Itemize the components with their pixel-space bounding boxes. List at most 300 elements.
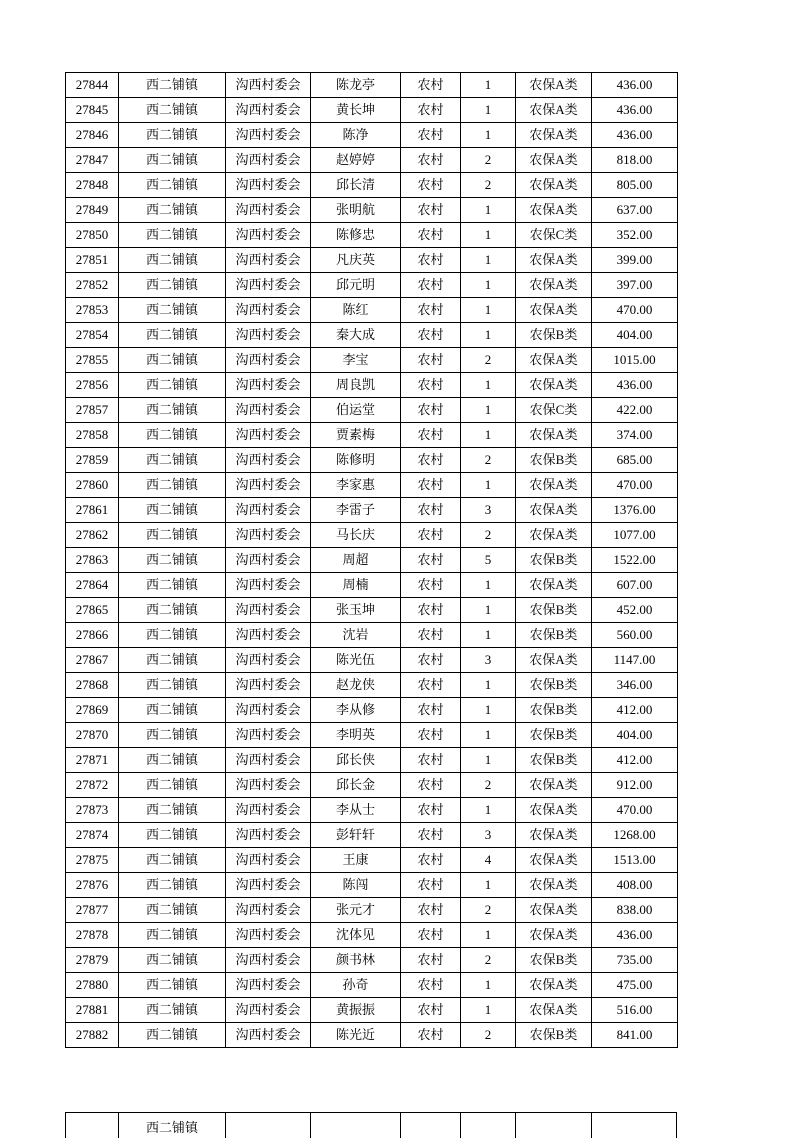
person-count-cell: 1 [461,298,516,323]
insurance-category-cell: 农保A类 [516,298,592,323]
amount-cell: 1376.00 [592,498,678,523]
area-type-cell: 农村 [401,348,461,373]
insurance-category-cell: 农保A类 [516,848,592,873]
insurance-category-cell: 农保B类 [516,673,592,698]
village-committee-cell: 沟西村委会 [226,173,311,198]
record-id-cell: 27854 [66,323,119,348]
village-committee-cell: 沟西村委会 [226,823,311,848]
area-type-cell: 农村 [401,198,461,223]
person-name-cell: 张玉坤 [311,598,401,623]
person-count-cell: 2 [461,1023,516,1048]
table-row [66,323,678,348]
village-committee-cell: 沟西村委会 [226,298,311,323]
record-id-cell: 27849 [66,198,119,223]
record-id-cell: 27861 [66,498,119,523]
insurance-category-cell: 农保A类 [516,373,592,398]
insurance-category-cell: 农保A类 [516,823,592,848]
area-type-cell: 农村 [401,548,461,573]
area-type-cell: 农村 [401,848,461,873]
amount-cell: 436.00 [592,73,678,98]
village-committee-cell: 沟西村委会 [226,548,311,573]
village-committee-cell: 沟西村委会 [226,98,311,123]
record-id-cell: 27877 [66,898,119,923]
person-count-cell: 1 [461,748,516,773]
area-type-cell: 农村 [401,323,461,348]
insurance-category-cell: 农保A类 [516,973,592,998]
village-committee-cell: 沟西村委会 [226,273,311,298]
person-name-cell: 陈龙亭 [311,73,401,98]
town-cell: 西二铺镇 [119,1023,226,1048]
table-row [66,348,678,373]
village-committee-cell: 沟西村委会 [226,448,311,473]
record-id-cell: 27860 [66,473,119,498]
person-name-cell: 孙奇 [311,973,401,998]
amount-cell: 1522.00 [592,548,678,573]
record-id-cell: 27882 [66,1023,119,1048]
area-type-cell: 农村 [401,448,461,473]
table-row [66,873,678,898]
record-id-cell: 27856 [66,373,119,398]
person-name-cell: 周楠 [311,573,401,598]
person-count-cell: 1 [461,248,516,273]
person-count-cell: 1 [461,973,516,998]
record-id-cell: 27844 [66,73,119,98]
table-row [66,1023,678,1048]
table-row [66,573,678,598]
area-type-cell: 农村 [401,648,461,673]
insurance-category-cell: 农保A类 [516,198,592,223]
table-row [66,73,678,98]
town-cell: 西二铺镇 [119,998,226,1023]
table-row [66,848,678,873]
record-id-cell: 27870 [66,723,119,748]
person-count-cell: 1 [461,598,516,623]
record-id-cell: 27862 [66,523,119,548]
insurance-category-cell: 农保A类 [516,773,592,798]
person-name-cell: 邱长金 [311,773,401,798]
person-count-cell: 1 [461,323,516,348]
area-type-cell: 农村 [401,98,461,123]
person-name-cell: 周良凯 [311,373,401,398]
area-type-cell: 农村 [401,598,461,623]
table-row [66,198,678,223]
town-cell: 西二铺镇 [119,848,226,873]
area-type-cell: 农村 [401,923,461,948]
person-count-cell: 2 [461,523,516,548]
person-count-cell: 3 [461,823,516,848]
person-count-cell: 3 [461,498,516,523]
area-type-cell: 农村 [401,298,461,323]
record-id-cell: 27880 [66,973,119,998]
table-row [66,273,678,298]
town-cell: 西二铺镇 [119,198,226,223]
town-cell: 西二铺镇 [119,548,226,573]
area-type-cell [400,1113,460,1138]
record-id-cell [65,1113,118,1138]
person-count-cell: 1 [461,623,516,648]
person-count-cell: 5 [461,548,516,573]
insurance-category-cell: 农保A类 [516,423,592,448]
person-name-cell: 李宝 [311,348,401,373]
person-name-cell: 贾素梅 [311,423,401,448]
area-type-cell: 农村 [401,123,461,148]
person-count-cell: 2 [461,448,516,473]
person-name-cell: 周超 [311,548,401,573]
insurance-category-cell: 农保A类 [516,998,592,1023]
town-cell: 西二铺镇 [119,773,226,798]
town-cell: 西二铺镇 [119,973,226,998]
village-committee-cell: 沟西村委会 [226,698,311,723]
record-id-cell: 27863 [66,548,119,573]
insurance-category-cell: 农保A类 [516,873,592,898]
area-type-cell: 农村 [401,623,461,648]
record-id-cell: 27866 [66,623,119,648]
amount-cell: 818.00 [592,148,678,173]
person-count-cell: 2 [461,898,516,923]
area-type-cell: 农村 [401,273,461,298]
town-cell: 西二铺镇 [119,173,226,198]
person-name-cell: 彭轩轩 [311,823,401,848]
town-cell: 西二铺镇 [119,498,226,523]
amount-cell: 436.00 [592,123,678,148]
table-row [66,623,678,648]
table-row [66,398,678,423]
table-row [66,598,678,623]
person-count-cell: 1 [461,73,516,98]
record-id-cell: 27881 [66,998,119,1023]
person-count-cell: 1 [461,473,516,498]
amount-cell: 607.00 [592,573,678,598]
table-row [66,523,678,548]
person-name-cell: 李雷子 [311,498,401,523]
amount-cell: 374.00 [592,423,678,448]
person-name-cell: 伯运堂 [311,398,401,423]
table-row [66,948,678,973]
area-type-cell: 农村 [401,723,461,748]
town-cell: 西二铺镇 [119,398,226,423]
person-name-cell: 邱长侠 [311,748,401,773]
village-committee-cell: 沟西村委会 [226,348,311,373]
person-name-cell: 陈闯 [311,873,401,898]
insurance-category-cell: 农保A类 [516,923,592,948]
person-count-cell: 1 [461,273,516,298]
record-id-cell: 27865 [66,598,119,623]
record-id-cell: 27850 [66,223,119,248]
person-name-cell: 赵婷婷 [311,148,401,173]
insurance-category-cell: 农保A类 [516,798,592,823]
table-row [66,723,678,748]
person-count-cell: 1 [461,373,516,398]
amount-cell: 1147.00 [592,648,678,673]
area-type-cell: 农村 [401,248,461,273]
person-count-cell: 1 [461,873,516,898]
person-name-cell: 凡庆英 [311,248,401,273]
amount-cell: 404.00 [592,723,678,748]
area-type-cell: 农村 [401,773,461,798]
village-committee-cell: 沟西村委会 [226,223,311,248]
amount-cell: 735.00 [592,948,678,973]
village-committee-cell [225,1113,310,1138]
area-type-cell: 农村 [401,673,461,698]
village-committee-cell: 沟西村委会 [226,498,311,523]
village-committee-cell: 沟西村委会 [226,398,311,423]
town-cell: 西二铺镇 [119,523,226,548]
person-count-cell: 2 [461,948,516,973]
person-name-cell [310,1113,400,1138]
table-row [66,473,678,498]
amount-cell: 408.00 [592,873,678,898]
village-committee-cell: 沟西村委会 [226,973,311,998]
person-count-cell: 2 [461,773,516,798]
village-committee-cell: 沟西村委会 [226,848,311,873]
amount-cell: 1513.00 [592,848,678,873]
area-type-cell: 农村 [401,873,461,898]
person-count-cell [460,1113,515,1138]
town-cell: 西二铺镇 [119,273,226,298]
town-cell: 西二铺镇 [119,723,226,748]
record-id-cell: 27876 [66,873,119,898]
village-committee-cell: 沟西村委会 [226,598,311,623]
area-type-cell: 农村 [401,948,461,973]
village-committee-cell: 沟西村委会 [226,573,311,598]
person-name-cell: 李从士 [311,798,401,823]
person-name-cell: 黄振振 [311,998,401,1023]
record-id-cell: 27868 [66,673,119,698]
village-committee-cell: 沟西村委会 [226,873,311,898]
village-committee-cell: 沟西村委会 [226,723,311,748]
table-row [66,698,678,723]
amount-cell: 352.00 [592,223,678,248]
amount-cell: 346.00 [592,673,678,698]
person-name-cell: 陈光伍 [311,648,401,673]
town-cell: 西二铺镇 [119,348,226,373]
insurance-category-cell: 农保A类 [516,498,592,523]
village-committee-cell: 沟西村委会 [226,923,311,948]
town-cell: 西二铺镇 [119,598,226,623]
person-count-cell: 1 [461,998,516,1023]
area-type-cell: 农村 [401,373,461,398]
amount-cell: 436.00 [592,373,678,398]
insurance-category-cell: 农保A类 [516,273,592,298]
village-committee-cell: 沟西村委会 [226,648,311,673]
person-name-cell: 陈修忠 [311,223,401,248]
town-cell: 西二铺镇 [119,298,226,323]
record-id-cell: 27845 [66,98,119,123]
person-count-cell: 1 [461,673,516,698]
area-type-cell: 农村 [401,798,461,823]
person-count-cell: 1 [461,223,516,248]
village-committee-cell: 沟西村委会 [226,673,311,698]
amount-cell: 397.00 [592,273,678,298]
person-name-cell: 邱长清 [311,173,401,198]
village-committee-cell: 沟西村委会 [226,998,311,1023]
insurance-category-cell: 农保C类 [516,398,592,423]
insurance-category-cell: 农保A类 [516,173,592,198]
table-row [66,798,678,823]
village-committee-cell: 沟西村委会 [226,798,311,823]
village-committee-cell: 沟西村委会 [226,898,311,923]
town-cell: 西二铺镇 [119,923,226,948]
person-name-cell: 陈红 [311,298,401,323]
person-count-cell: 3 [461,648,516,673]
table-row [66,548,678,573]
record-id-cell: 27875 [66,848,119,873]
area-type-cell: 农村 [401,498,461,523]
insurance-category-cell: 农保B类 [516,548,592,573]
village-committee-cell: 沟西村委会 [226,473,311,498]
record-id-cell: 27878 [66,923,119,948]
person-name-cell: 王康 [311,848,401,873]
person-name-cell: 李家惠 [311,473,401,498]
town-cell: 西二铺镇 [119,123,226,148]
table-row [66,673,678,698]
partial-next-row [65,1112,677,1135]
insurance-category-cell: 农保A类 [516,148,592,173]
village-committee-cell: 沟西村委会 [226,748,311,773]
insurance-category-cell: 农保B类 [516,623,592,648]
amount-cell: 637.00 [592,198,678,223]
town-cell: 西二铺镇 [119,148,226,173]
table-row [66,448,678,473]
amount-cell: 805.00 [592,173,678,198]
area-type-cell: 农村 [401,748,461,773]
amount-cell: 838.00 [592,898,678,923]
table-row [66,123,678,148]
person-name-cell: 沈体见 [311,923,401,948]
town-cell: 西二铺镇 [119,323,226,348]
table-row [66,898,678,923]
record-id-cell: 27857 [66,398,119,423]
table-row [66,98,678,123]
insurance-category-cell: 农保A类 [516,98,592,123]
area-type-cell: 农村 [401,1023,461,1048]
insurance-category-cell: 农保B类 [516,948,592,973]
amount-cell [591,1113,677,1138]
amount-cell: 470.00 [592,798,678,823]
record-id-cell: 27858 [66,423,119,448]
person-name-cell: 李明英 [311,723,401,748]
person-count-cell: 1 [461,423,516,448]
area-type-cell: 农村 [401,423,461,448]
person-count-cell: 1 [461,723,516,748]
table-row [65,1112,677,1137]
area-type-cell: 农村 [401,398,461,423]
record-id-cell: 27873 [66,798,119,823]
person-count-cell: 2 [461,148,516,173]
person-name-cell: 张明航 [311,198,401,223]
person-name-cell: 陈修明 [311,448,401,473]
person-count-cell: 1 [461,573,516,598]
town-cell: 西二铺镇 [119,423,226,448]
beneficiary-table [65,72,678,1048]
table-row [66,248,678,273]
person-count-cell: 1 [461,123,516,148]
town-cell: 西二铺镇 [119,698,226,723]
person-name-cell: 沈岩 [311,623,401,648]
table-row [66,998,678,1023]
table-row [66,298,678,323]
person-count-cell: 2 [461,348,516,373]
area-type-cell: 农村 [401,173,461,198]
village-committee-cell: 沟西村委会 [226,423,311,448]
record-id-cell: 27869 [66,698,119,723]
person-count-cell: 2 [461,173,516,198]
insurance-category-cell: 农保B类 [516,448,592,473]
insurance-category-cell: 农保B类 [516,1023,592,1048]
insurance-category-cell: 农保B类 [516,748,592,773]
amount-cell: 560.00 [592,623,678,648]
village-committee-cell: 沟西村委会 [226,773,311,798]
amount-cell: 841.00 [592,1023,678,1048]
person-name-cell: 张元才 [311,898,401,923]
table-row [66,923,678,948]
town-cell: 西二铺镇 [119,373,226,398]
person-name-cell: 颜书林 [311,948,401,973]
record-id-cell: 27853 [66,298,119,323]
town-cell: 西二铺镇 [119,748,226,773]
record-id-cell: 27851 [66,248,119,273]
person-count-cell: 1 [461,923,516,948]
amount-cell: 1268.00 [592,823,678,848]
table-row [66,373,678,398]
village-committee-cell: 沟西村委会 [226,948,311,973]
area-type-cell: 农村 [401,998,461,1023]
amount-cell: 422.00 [592,398,678,423]
insurance-category-cell: 农保A类 [516,73,592,98]
town-cell: 西二铺镇 [119,648,226,673]
village-committee-cell: 沟西村委会 [226,198,311,223]
village-committee-cell: 沟西村委会 [226,323,311,348]
area-type-cell: 农村 [401,898,461,923]
town-cell: 西二铺镇 [119,223,226,248]
insurance-category-cell: 农保A类 [516,473,592,498]
area-type-cell: 农村 [401,223,461,248]
insurance-category-cell: 农保A类 [516,348,592,373]
person-name-cell: 黄长坤 [311,98,401,123]
amount-cell: 436.00 [592,98,678,123]
record-id-cell: 27874 [66,823,119,848]
area-type-cell: 农村 [401,698,461,723]
insurance-category-cell: 农保B类 [516,723,592,748]
insurance-category-cell: 农保A类 [516,123,592,148]
table-row [66,148,678,173]
record-id-cell: 27879 [66,948,119,973]
town-cell: 西二铺镇 [119,823,226,848]
amount-cell: 475.00 [592,973,678,998]
amount-cell: 685.00 [592,448,678,473]
table-row [66,748,678,773]
table-row [66,498,678,523]
amount-cell: 1077.00 [592,523,678,548]
village-committee-cell: 沟西村委会 [226,148,311,173]
insurance-category-cell: 农保B类 [516,323,592,348]
area-type-cell: 农村 [401,973,461,998]
amount-cell: 1015.00 [592,348,678,373]
person-count-cell: 1 [461,698,516,723]
town-cell: 西二铺镇 [119,948,226,973]
amount-cell: 516.00 [592,998,678,1023]
town-cell: 西二铺镇 [119,248,226,273]
insurance-category-cell: 农保B类 [516,598,592,623]
town-cell: 西二铺镇 [119,898,226,923]
town-cell: 西二铺镇 [119,448,226,473]
village-committee-cell: 沟西村委会 [226,73,311,98]
amount-cell: 470.00 [592,473,678,498]
town-cell: 西二铺镇 [119,573,226,598]
town-cell: 西二铺镇 [118,1113,225,1138]
amount-cell: 912.00 [592,773,678,798]
table-row [66,773,678,798]
